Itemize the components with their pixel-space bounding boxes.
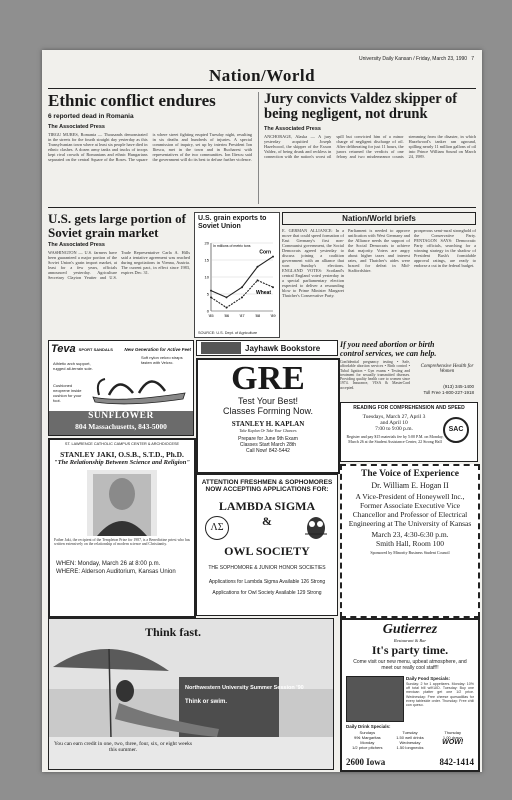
chart-y-tick-label: 0 (206, 308, 209, 314)
romania-headline: Ethnic conflict endures (48, 91, 216, 110)
chart-x-tick-label: '87 (239, 313, 245, 318)
voice-ad (340, 464, 480, 618)
romania-story (48, 92, 252, 204)
drink-title: Daily Drink Specials: (346, 724, 391, 729)
chart-point (272, 256, 274, 258)
sunflower-banner (49, 411, 193, 435)
page-number: 7 (471, 56, 474, 62)
teva-desc1: Athletic arch support, rugged all-terrain sole. (53, 361, 93, 371)
chart-point (210, 290, 212, 292)
grain-story (48, 212, 190, 336)
summer-think: Think or swim. (185, 699, 228, 705)
jaki-caption: Father Jaki, the recipient of the Templeton Prize for 1987, is a Benedictine priest who has written extensively on the relationship of modern science and Christianity. (54, 538, 190, 547)
chart-point (210, 296, 212, 298)
reading-ad (340, 402, 478, 462)
drink-val-mon: 1/2 price pitchers (352, 745, 383, 750)
voice-sponsor: Sponsored by Minority Business Student Council (370, 550, 450, 555)
teva-slogan: New Generation for Active Feet (124, 346, 191, 352)
clinic-line1: If you need abortion or birth (340, 340, 435, 349)
jaki-where: WHERE: Alderson Auditorium, Kansas Union (56, 569, 176, 575)
gre-start: Classes Start March 28th (239, 442, 297, 448)
teva-desc3: Cushioned neoprene inside cushion for your foot. (53, 383, 82, 403)
reading-register: Register and pay $15 materials fee by 5:00 P.M. on Monday, March 26 at the Student Assistance Center, 22 Strong Hall (346, 434, 444, 444)
gutierrez-photo (346, 676, 404, 722)
gre-line2: Classes Forming Now. (222, 406, 314, 416)
chart-x-tick-label: '86 (223, 313, 230, 318)
gutierrez-party: It's party time. (371, 643, 449, 657)
gutierrez-address: 2600 Iowa (346, 757, 386, 767)
chart-y-tick-label: 10 (204, 274, 209, 280)
story-divider (48, 207, 476, 208)
gre-title: GRE (231, 360, 305, 397)
drink-grid (346, 730, 474, 750)
reading-dates: Tuesdays, March 27, April 3 (362, 414, 426, 420)
gre-ad (196, 358, 340, 474)
jaki-ad (48, 438, 196, 618)
grain-body: WASHINGTON — U.S. farmers have been guaranteed a major portion of the Soviet Union's grain import market, at least for a few years, officials announced yesterday. Agriculture Secretary Clayton Yeutter and U.S. Trade Representative Carla A. Hills said a tentative agreement was reached during negotiations in Vienna, Austria. The current pact, in effect since 1983, expires Dec. 31. (48, 250, 190, 281)
sunglasses-icon (201, 342, 241, 354)
gutierrez-name: Gutierrez (382, 622, 438, 637)
briefs-col2: Parliament is needed to approve unification with West Germany and the Alliance needs the support of the Social Democrats to achieve that majority. Voters are angry about higher taxes and interest rates, and Thatcher's aides were braced for defeat in Mid-Staffordshire. (348, 228, 410, 273)
sunflower-ad (48, 340, 194, 436)
reading-dates2: and April 10 (380, 420, 408, 426)
gre-call: Call Now! 842-5442 (246, 448, 290, 454)
chart-series-label: Wheat (256, 290, 271, 297)
teva-tag: SPORT SANDALS (78, 346, 113, 352)
food-title: Daily Food Specials: (406, 676, 451, 681)
chart-y-tick-label: 5 (206, 291, 209, 297)
jaki-portrait (87, 470, 157, 536)
store-address: 804 Massachusetts, 843-5000 (75, 422, 167, 431)
jaki-name: STANLEY JAKI, O.S.B., S.T.D., Ph.D. (60, 450, 184, 459)
section-title: Nation/World (208, 66, 316, 85)
gutierrez-phone: 842-1414 (439, 757, 474, 767)
newspaper-page (42, 50, 482, 772)
drink-wow: WOW! (442, 739, 464, 746)
chart-point (272, 286, 274, 288)
drink-day-wed: Wednesday (399, 740, 421, 745)
chart-x-tick-label: '88 (254, 313, 261, 318)
jaki-when: WHEN: Monday, March 26 at 8:00 p.m. (56, 561, 161, 567)
clinic-name: Comprehensive Health for Women (420, 364, 474, 374)
drink-day-mon: Monday (360, 740, 375, 745)
chart-point (257, 279, 259, 281)
valdez-body: ANCHORAGE, Alaska — A jury yesterday acquitted Joseph Hazelwood, the skipper of the Exxon Valdez, of being drunk and reckless in connection with the nation's worst oil spill but convicted him of a minor charge of negligent discharge of oil. After deliberating for just 11 hours, the jurors returned the verdicts of one felony and two misdemeanor counts stemming from the disaster, in which Hazelwood's tanker ran aground, spilling nearly 11 million gallons of oil into Prince William Sound on March 24, 1989. (264, 134, 476, 160)
voice-body: A Vice-President of Honeywell Inc., Former Associate Executive Vice Chancellor and Professor of Electrical Engineering at The University of Kansas (348, 492, 472, 528)
drink-val-tue: 1.50 well drinks (396, 735, 424, 740)
sandal-illustration (89, 369, 189, 405)
chart-plot (195, 237, 279, 327)
briefs-col1: E. GERMAN ALLIANCE: In a move that could speed formation of East Germany's first non-Communist government, the Social Democrats agreed yesterday to discuss joining a coalition government with an alliance that won Sunday's elections. ENGLAND VOTES: Scotland's central England voted yesterday in a special parliamentary election expected to deliver a resounding blow to Prime Minister Margaret Thatcher's Conservative Party. (282, 228, 344, 298)
summer-title: Think fast. (145, 625, 202, 639)
chart-y-label: In millions of metric tons (213, 244, 251, 248)
chart-x-tick-label: '85 (208, 313, 214, 318)
clinic-phone2: Toll Free 1-800-227-1918 (423, 390, 474, 395)
gre-prep: Prepare for June 9th Exam (238, 436, 298, 442)
drink-day-tue: Tuesday (402, 730, 418, 735)
gutierrez-sub: Restaurant & Bar (393, 638, 427, 643)
jaki-topic: "The Relationship Between Science and Religion" (54, 459, 190, 466)
drink-val-thu: 1.00 draws (442, 735, 463, 740)
clinic-line2: control services, we can help. (340, 349, 437, 358)
gutierrez-invite: Come visit our new menu, upbeat atmosphere, and meet our really cool staff!! (353, 659, 467, 671)
lambda-app2: Applications for Owl Society Available 129 Strong (212, 590, 322, 596)
chart-point (241, 286, 243, 288)
lambda-ad (196, 474, 338, 616)
romania-body: TIRGU MURES, Romania — Thousands demonstrated in the streets for the fourth straight day yesterday as this Transylvanian town where at least six people have died in ethnic clashes. A dozen army tanks and trucks of troops kept rival crowds of Romanians and ethnic Hungarians separated on the central Square of the Roses. The square is where street fighting erupted Tuesday night, resulting in six deaths and hundreds of injuries. A special commission of inquiry, set up by interim President Ion Iliescu, met in the town and in Bucharest with representatives of the two communities. Ion Iliescu said the government will do its best to defuse further violence. (48, 131, 252, 162)
chart-point (226, 307, 228, 309)
reading-time: 7:00 to 9:00 p.m. (375, 426, 413, 432)
running-head-text: University Daily Kansan / Friday, March 23, 1990 (359, 56, 468, 62)
lambda-amp: & (262, 514, 272, 528)
valdez-headline: Jury convicts Valdez skipper of being negligent, not drunk (264, 91, 458, 123)
chart-point (241, 296, 243, 298)
lambda-crest: ΛΣ (205, 516, 229, 540)
romania-byline: The Associated Press (48, 123, 105, 130)
owl-icon (303, 514, 329, 540)
summer-copy: You can earn credit in one, two, three, four, six, or eight weeks this summer. (53, 741, 193, 753)
voice-date: March 23, 4:30-6:30 p.m. (371, 530, 449, 539)
voice-speaker: Dr. William E. Hogan II (371, 481, 449, 490)
clinic-services: Confidential pregnancy testing • Safe, affordable abortion services • Birth control • Tubal ligation • Gyn exams • Testing and treatment for sexually transmitted diseases. Providing quality health care to women since 1974. Insurance, VISA & MasterCard accepted. (340, 360, 410, 390)
clinic-phone1: (913) 345-1400 (443, 384, 474, 389)
grain-chart (194, 212, 280, 338)
summer-ad (48, 618, 334, 770)
gutierrez-ad (340, 618, 480, 772)
section-rule (48, 88, 476, 89)
lambda-app1: Applications for Lambda Sigma Available 126 Strong (208, 579, 326, 585)
chart-point (257, 266, 259, 268)
grain-headline: U.S. gets large portion of Soviet grain market (48, 211, 186, 240)
drink-day-thu: Thursday (444, 730, 461, 735)
teva-desc2: Soft nylon velcro straps fasten with Velcro. (141, 355, 183, 365)
grain-byline: The Associated Press (48, 242, 105, 249)
chart-y-tick-label: 20 (204, 240, 209, 246)
voice-place: Smith Hall, Room 100 (376, 539, 444, 548)
briefs-title: Nation/World briefs (282, 212, 476, 225)
chart-y-tick-label: 15 (204, 257, 209, 263)
chart-title: U.S. grain exports to Soviet Union (198, 215, 267, 230)
lambda-attn: ATTENTION FRESHMEN & SOPHOMORES (201, 479, 333, 486)
clinic-ad (340, 340, 478, 398)
briefs (282, 212, 476, 336)
voice-title: The Voice of Experience (361, 469, 459, 479)
romania-subhead: 6 reported dead in Romania (48, 112, 134, 120)
kaplan-name: STANLEY H. KAPLAN (231, 420, 305, 428)
owl-name: OWL SOCIETY (224, 544, 310, 558)
food-specials: Sunday: 2 for 1 appetizers. Monday: 10% off total bill w/KUID. Tuesday: Buy one mexican platter get one 1/2 price. Wednesday: Free cheese quesadillas for every tableside order. Thursday: Free chili con queso. (406, 682, 474, 708)
store-name: SUNFLOWER (88, 411, 154, 421)
bookstore-ad (196, 340, 338, 356)
drink-val-wed: 1.50 longnecks (396, 745, 424, 750)
chart-x-tick-label: '89 (270, 313, 276, 318)
reading-title: READING FOR COMPREHENSION AND SPEED (353, 405, 465, 411)
lambda-name: LAMBDA SIGMA (218, 499, 316, 513)
lambda-honor: THE SOPHOMORE & JUNIOR HONOR SOCIETIES (208, 565, 326, 571)
teva-logo: Teva (51, 343, 76, 355)
drink-day-sun: Sundays (359, 730, 376, 735)
running-head (359, 56, 474, 62)
chart-series-label: Corn (259, 249, 271, 256)
valdez-byline: The Associated Press (264, 126, 321, 133)
valdez-story (258, 92, 476, 204)
kaplan-tagline: Take Kaplan Or Take Your Chances (239, 428, 297, 433)
chart-point (226, 296, 228, 298)
lambda-now: NOW ACCEPTING APPLICATIONS FOR: (205, 486, 329, 493)
sac-logo: SAC (443, 417, 469, 443)
jaki-org: ST. LAWRENCE CATHOLIC CAMPUS CENTER & ARCHDIOCESE (64, 442, 180, 446)
summer-school: Northwestern University Summer Session '90 (185, 685, 304, 691)
bookstore-name: Jayhawk Bookstore (245, 343, 321, 353)
briefs-col3: prosperous semi-rural stronghold of the Conservative Party. PENTAGON SAYS: Democratic Party officials, searching for a winning strategy in the shadow of President Bush's formidable approval ratings, are ready to endorse a cut in the federal budget. (414, 228, 476, 268)
drink-val-sun: 99¢ Margaritas (353, 735, 381, 740)
chart-source: SOURCE: U.S. Dept. of Agriculture (198, 331, 258, 335)
gre-line1: Test Your Best! (237, 396, 299, 406)
